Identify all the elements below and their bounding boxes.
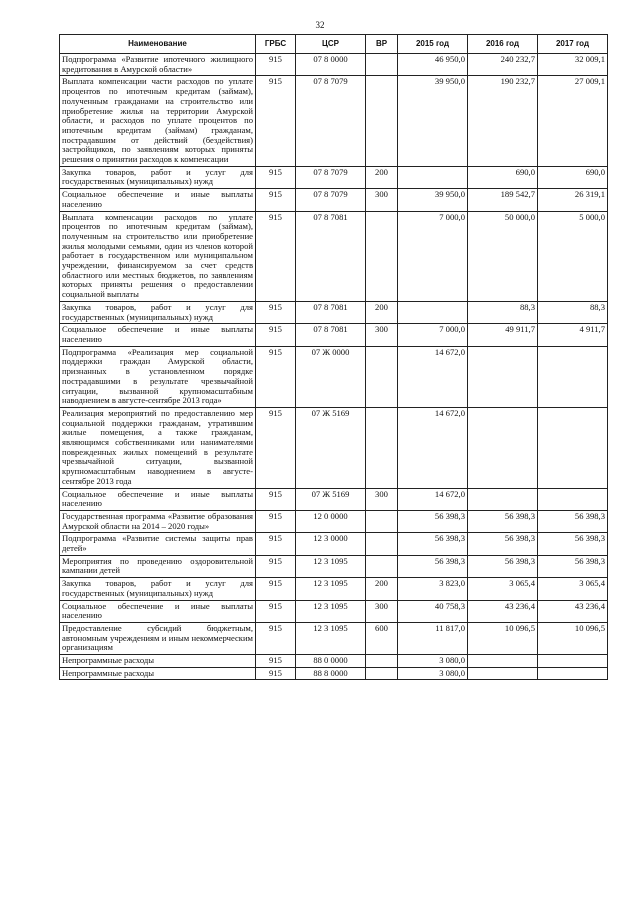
- cell-2015: 40 758,3: [398, 600, 468, 622]
- cell-grbs: 915: [256, 301, 296, 323]
- cell-grbs: 915: [256, 555, 296, 577]
- cell-2017: [538, 346, 608, 407]
- header-2017: 2017 год: [538, 35, 608, 54]
- cell-name: Непрограммные расходы: [60, 667, 256, 680]
- cell-2015: 3 080,0: [398, 655, 468, 668]
- cell-csr: 07 8 7079: [296, 189, 366, 211]
- cell-grbs: 915: [256, 346, 296, 407]
- cell-csr: 07 8 0000: [296, 54, 366, 76]
- cell-2016: 10 096,5: [468, 622, 538, 654]
- cell-csr: 12 3 0000: [296, 533, 366, 555]
- table-row: [60, 189, 608, 211]
- cell-2016: 49 911,7: [468, 324, 538, 346]
- cell-vr: 200: [366, 301, 398, 323]
- cell-grbs: 915: [256, 407, 296, 488]
- page-number: 32: [315, 20, 325, 30]
- cell-2017: [538, 667, 608, 680]
- cell-name: Социальное обеспечение и иные выплаты населению: [60, 189, 256, 211]
- cell-grbs: 915: [256, 667, 296, 680]
- cell-2016: 56 398,3: [468, 510, 538, 532]
- cell-2016: 240 232,7: [468, 54, 538, 76]
- cell-2015: 46 950,0: [398, 54, 468, 76]
- cell-vr: [366, 407, 398, 488]
- cell-2017: 10 096,5: [538, 622, 608, 654]
- cell-vr: [366, 555, 398, 577]
- cell-name: Социальное обеспечение и иные выплаты населению: [60, 488, 256, 510]
- header-name: Наименование: [60, 35, 256, 54]
- cell-csr: 12 3 1095: [296, 578, 366, 600]
- cell-csr: 12 0 0000: [296, 510, 366, 532]
- cell-2015: 14 672,0: [398, 407, 468, 488]
- cell-2017: 3 065,4: [538, 578, 608, 600]
- table-row: [60, 533, 608, 555]
- cell-grbs: 915: [256, 533, 296, 555]
- cell-vr: [366, 54, 398, 76]
- cell-2017: 88,3: [538, 301, 608, 323]
- cell-2017: 43 236,4: [538, 600, 608, 622]
- cell-2016: [468, 655, 538, 668]
- cell-2015: 56 398,3: [398, 510, 468, 532]
- cell-name: Непрограммные расходы: [60, 655, 256, 668]
- header-vr: ВР: [366, 35, 398, 54]
- cell-2017: 690,0: [538, 166, 608, 188]
- cell-name: Подпрограмма «Развитие ипотечного жилищного кредитования в Амурской области»: [60, 54, 256, 76]
- cell-grbs: 915: [256, 488, 296, 510]
- cell-vr: 300: [366, 600, 398, 622]
- cell-2015: 7 000,0: [398, 211, 468, 301]
- cell-name: Реализация мероприятий по предоставлению мер социальной поддержки гражданам, утратившим жилые помещения, а также гражданам, являющимся собственниками или нанимателями поврежденных жилых помещений в результате чрезвычайной ситуации, вызванной крупномасштабным наводнением в августе-сентябре 2013 года: [60, 407, 256, 488]
- cell-vr: [366, 346, 398, 407]
- cell-2016: 50 000,0: [468, 211, 538, 301]
- cell-vr: [366, 510, 398, 532]
- cell-name: Государственная программа «Развитие образования Амурской области на 2014 – 2020 годы»: [60, 510, 256, 532]
- cell-vr: 200: [366, 166, 398, 188]
- cell-vr: [366, 533, 398, 555]
- cell-2017: [538, 407, 608, 488]
- cell-2015: 39 950,0: [398, 76, 468, 166]
- cell-vr: [366, 667, 398, 680]
- cell-grbs: 915: [256, 324, 296, 346]
- cell-csr: 07 8 7081: [296, 324, 366, 346]
- header-2015: 2015 год: [398, 35, 468, 54]
- table-row: [60, 407, 608, 488]
- cell-2016: [468, 488, 538, 510]
- cell-csr: 12 3 1095: [296, 622, 366, 654]
- table-row: [60, 76, 608, 166]
- table-row: [60, 54, 608, 76]
- table-body: [60, 54, 608, 680]
- cell-2015: [398, 301, 468, 323]
- cell-2017: 27 009,1: [538, 76, 608, 166]
- cell-name: Закупка товаров, работ и услуг для государственных (муниципальных) нужд: [60, 301, 256, 323]
- cell-grbs: 915: [256, 211, 296, 301]
- cell-grbs: 915: [256, 578, 296, 600]
- cell-2016: [468, 346, 538, 407]
- cell-2015: 39 950,0: [398, 189, 468, 211]
- cell-2017: 4 911,7: [538, 324, 608, 346]
- table-row: [60, 622, 608, 654]
- table-row: [60, 488, 608, 510]
- cell-csr: 07 8 7079: [296, 76, 366, 166]
- cell-2015: 7 000,0: [398, 324, 468, 346]
- cell-2016: 56 398,3: [468, 555, 538, 577]
- cell-2016: 56 398,3: [468, 533, 538, 555]
- cell-grbs: 915: [256, 655, 296, 668]
- cell-grbs: 915: [256, 76, 296, 166]
- cell-2016: 190 232,7: [468, 76, 538, 166]
- cell-grbs: 915: [256, 54, 296, 76]
- cell-2017: 5 000,0: [538, 211, 608, 301]
- header-csr: ЦСР: [296, 35, 366, 54]
- cell-csr: 07 Ж 5169: [296, 488, 366, 510]
- cell-2015: 14 672,0: [398, 346, 468, 407]
- cell-2016: 189 542,7: [468, 189, 538, 211]
- cell-grbs: 915: [256, 510, 296, 532]
- cell-grbs: 915: [256, 600, 296, 622]
- cell-2016: [468, 407, 538, 488]
- cell-csr: 07 Ж 0000: [296, 346, 366, 407]
- table-row: [60, 667, 608, 680]
- cell-vr: [366, 655, 398, 668]
- cell-2016: 43 236,4: [468, 600, 538, 622]
- cell-2017: 56 398,3: [538, 555, 608, 577]
- table-row: [60, 346, 608, 407]
- cell-2015: [398, 166, 468, 188]
- header-2016: 2016 год: [468, 35, 538, 54]
- cell-grbs: 915: [256, 166, 296, 188]
- cell-2015: 11 817,0: [398, 622, 468, 654]
- cell-2015: 14 672,0: [398, 488, 468, 510]
- cell-2017: 56 398,3: [538, 510, 608, 532]
- cell-2015: 3 080,0: [398, 667, 468, 680]
- cell-2017: [538, 655, 608, 668]
- cell-vr: 300: [366, 488, 398, 510]
- cell-csr: 12 3 1095: [296, 555, 366, 577]
- cell-2017: 32 009,1: [538, 54, 608, 76]
- cell-2016: [468, 667, 538, 680]
- cell-name: Закупка товаров, работ и услуг для государственных (муниципальных) нужд: [60, 578, 256, 600]
- cell-vr: [366, 76, 398, 166]
- cell-name: Выплата компенсации расходов по уплате процентов по ипотечным кредитам (займам), полученным на строительство или приобретение жилья молодыми семьями, один из членов которой работает в государственном или муниципальном учреждении, финансируемом за счет средств областного или местных бюджетов, по заявлениям которых приняты решения о предоставлении социальной выплаты: [60, 211, 256, 301]
- cell-csr: 07 Ж 5169: [296, 407, 366, 488]
- cell-name: Предоставление субсидий бюджетным, автономным учреждениям и иным некоммерческим организациям: [60, 622, 256, 654]
- cell-name: Социальное обеспечение и иные выплаты населению: [60, 324, 256, 346]
- cell-name: Подпрограмма «Развитие системы защиты прав детей»: [60, 533, 256, 555]
- table-row: [60, 324, 608, 346]
- cell-csr: 07 8 7079: [296, 166, 366, 188]
- cell-csr: 88 8 0000: [296, 667, 366, 680]
- cell-vr: [366, 211, 398, 301]
- cell-name: Социальное обеспечение и иные выплаты населению: [60, 600, 256, 622]
- cell-2016: 690,0: [468, 166, 538, 188]
- cell-csr: 88 0 0000: [296, 655, 366, 668]
- cell-2015: 56 398,3: [398, 555, 468, 577]
- table-row: [60, 600, 608, 622]
- cell-csr: 12 3 1095: [296, 600, 366, 622]
- table-row: [60, 211, 608, 301]
- table-row: [60, 166, 608, 188]
- table-row: [60, 301, 608, 323]
- header-grbs: ГРБС: [256, 35, 296, 54]
- cell-vr: 300: [366, 189, 398, 211]
- cell-name: Выплата компенсации части расходов по уплате процентов по ипотечным кредитам (займам), полученным гражданами на строительство или приобретение жилья на территории Амурской области, и расходов по уплате процентов по ипотечным кредитам (займам) гражданам, пострадавшим от действий (бездействия) застройщиков, по заявлениям которых приняты решения о принятии расходов к компенсации: [60, 76, 256, 166]
- cell-grbs: 915: [256, 622, 296, 654]
- table-row: [60, 555, 608, 577]
- cell-vr: 300: [366, 324, 398, 346]
- budget-table: [59, 34, 608, 680]
- cell-vr: 200: [366, 578, 398, 600]
- cell-vr: 600: [366, 622, 398, 654]
- table-header-row: [60, 35, 608, 54]
- cell-2016: 3 065,4: [468, 578, 538, 600]
- table-row: [60, 578, 608, 600]
- cell-name: Закупка товаров, работ и услуг для государственных (муниципальных) нужд: [60, 166, 256, 188]
- cell-2017: 56 398,3: [538, 533, 608, 555]
- table-row: [60, 510, 608, 532]
- cell-name: Подпрограмма «Реализация мер социальной поддержки граждан Амурской области, признанных в установленном порядке пострадавшими в результате чрезвычайной ситуации, вызванной крупномасштабным наводнением в августе-сентябре 2013 года»: [60, 346, 256, 407]
- cell-csr: 07 8 7081: [296, 211, 366, 301]
- cell-2015: 3 823,0: [398, 578, 468, 600]
- cell-2017: [538, 488, 608, 510]
- cell-name: Мероприятия по проведению оздоровительной кампании детей: [60, 555, 256, 577]
- cell-csr: 07 8 7081: [296, 301, 366, 323]
- table-row: [60, 655, 608, 668]
- cell-2015: 56 398,3: [398, 533, 468, 555]
- cell-2017: 26 319,1: [538, 189, 608, 211]
- cell-grbs: 915: [256, 189, 296, 211]
- cell-2016: 88,3: [468, 301, 538, 323]
